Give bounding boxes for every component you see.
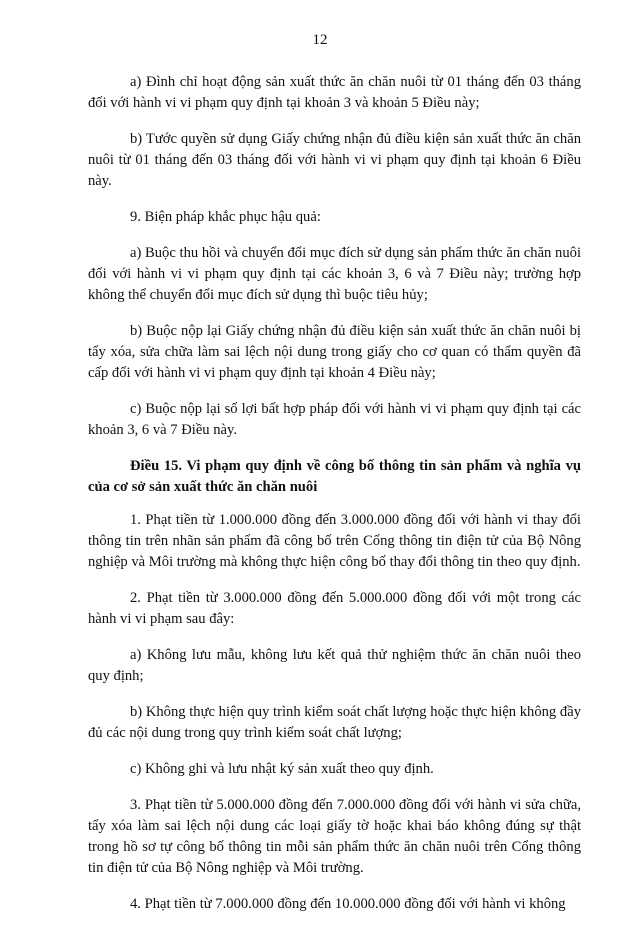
paragraph-15-2a: a) Không lưu mẫu, không lưu kết quả thử nghiệm thức ăn chăn nuôi theo quy định;	[88, 647, 581, 684]
paragraph-15-2b: b) Không thực hiện quy trình kiểm soát chất lượng hoặc thực hiện không đầy đủ các nội dung trong quy trình kiểm soát chất lượng;	[88, 704, 581, 741]
paragraph-15-3: 3. Phạt tiền từ 5.000.000 đồng đến 7.000.000 đồng đối với hành vi sửa chữa, tẩy xóa làm sai lệch nội dung các loại giấy tờ hoặc khai báo không đúng sự thật trong hồ sơ tự công bố thông tin mỗi sản phẩm thức ăn chăn nuôi trên Cổng thông tin điện tử của Bộ Nông nghiệp và Môi trường.	[88, 797, 581, 876]
paragraph-15-2: 2. Phạt tiền từ 3.000.000 đồng đến 5.000.000 đồng đối với một trong các hành vi vi phạm sau đây:	[88, 590, 581, 627]
page-number: 12	[312, 32, 328, 48]
paragraph-9c-illegal-profits: c) Buộc nộp lại số lợi bất hợp pháp đối với hành vi vi phạm quy định tại các khoản 3, 6 và 7 Điều này.	[88, 401, 581, 438]
article-15-heading: Điều 15. Vi phạm quy định về công bố thông tin sản phẩm và nghĩa vụ của cơ sở sản xuất thức ăn chăn nuôi	[88, 458, 581, 495]
paragraph-15-1: 1. Phạt tiền từ 1.000.000 đồng đến 3.000.000 đồng đối với hành vi thay đổi thông tin trên nhãn sản phẩm đã công bố trên Cổng thông tin điện tử của Bộ Nông nghiệp và Môi trường mà không thực hiện công bố thay đổi thông tin theo quy định.	[88, 512, 581, 570]
document-body	[88, 72, 581, 930]
paragraph-9a-recall: a) Buộc thu hồi và chuyển đổi mục đích sử dụng sản phẩm thức ăn chăn nuôi đối với hành vi vi phạm quy định tại các khoản 3, 6 và 7 Điều này; trường hợp không thể chuyển đổi mục đích sử dụng thì buộc tiêu hủy;	[88, 245, 581, 303]
paragraph-9-remedial-measures: 9. Biện pháp khắc phục hậu quả:	[130, 209, 321, 225]
paragraph-15-4: 4. Phạt tiền từ 7.000.000 đồng đến 10.000.000 đồng đối với hành vi không	[130, 896, 566, 912]
paragraph-15-2c: c) Không ghi và lưu nhật ký sản xuất theo quy định.	[130, 761, 434, 777]
paragraph-8b-revocation: b) Tước quyền sử dụng Giấy chứng nhận đủ điều kiện sản xuất thức ăn chăn nuôi từ 01 tháng đến 03 tháng đối với hành vi vi phạm quy định tại khoản 6 Điều này.	[88, 131, 581, 189]
paragraph-9b-return-certificate: b) Buộc nộp lại Giấy chứng nhận đủ điều kiện sản xuất thức ăn chăn nuôi bị tẩy xóa, sửa chữa làm sai lệch nội dung trong giấy cho cơ quan có thẩm quyền đã cấp đối với hành vi vi phạm quy định tại khoản 4 Điều này;	[88, 323, 581, 381]
paragraph-8a-suspension: a) Đình chỉ hoạt động sản xuất thức ăn chăn nuôi từ 01 tháng đến 03 tháng đối với hành vi vi phạm quy định tại khoản 3 và khoản 5 Điều này;	[88, 74, 581, 111]
